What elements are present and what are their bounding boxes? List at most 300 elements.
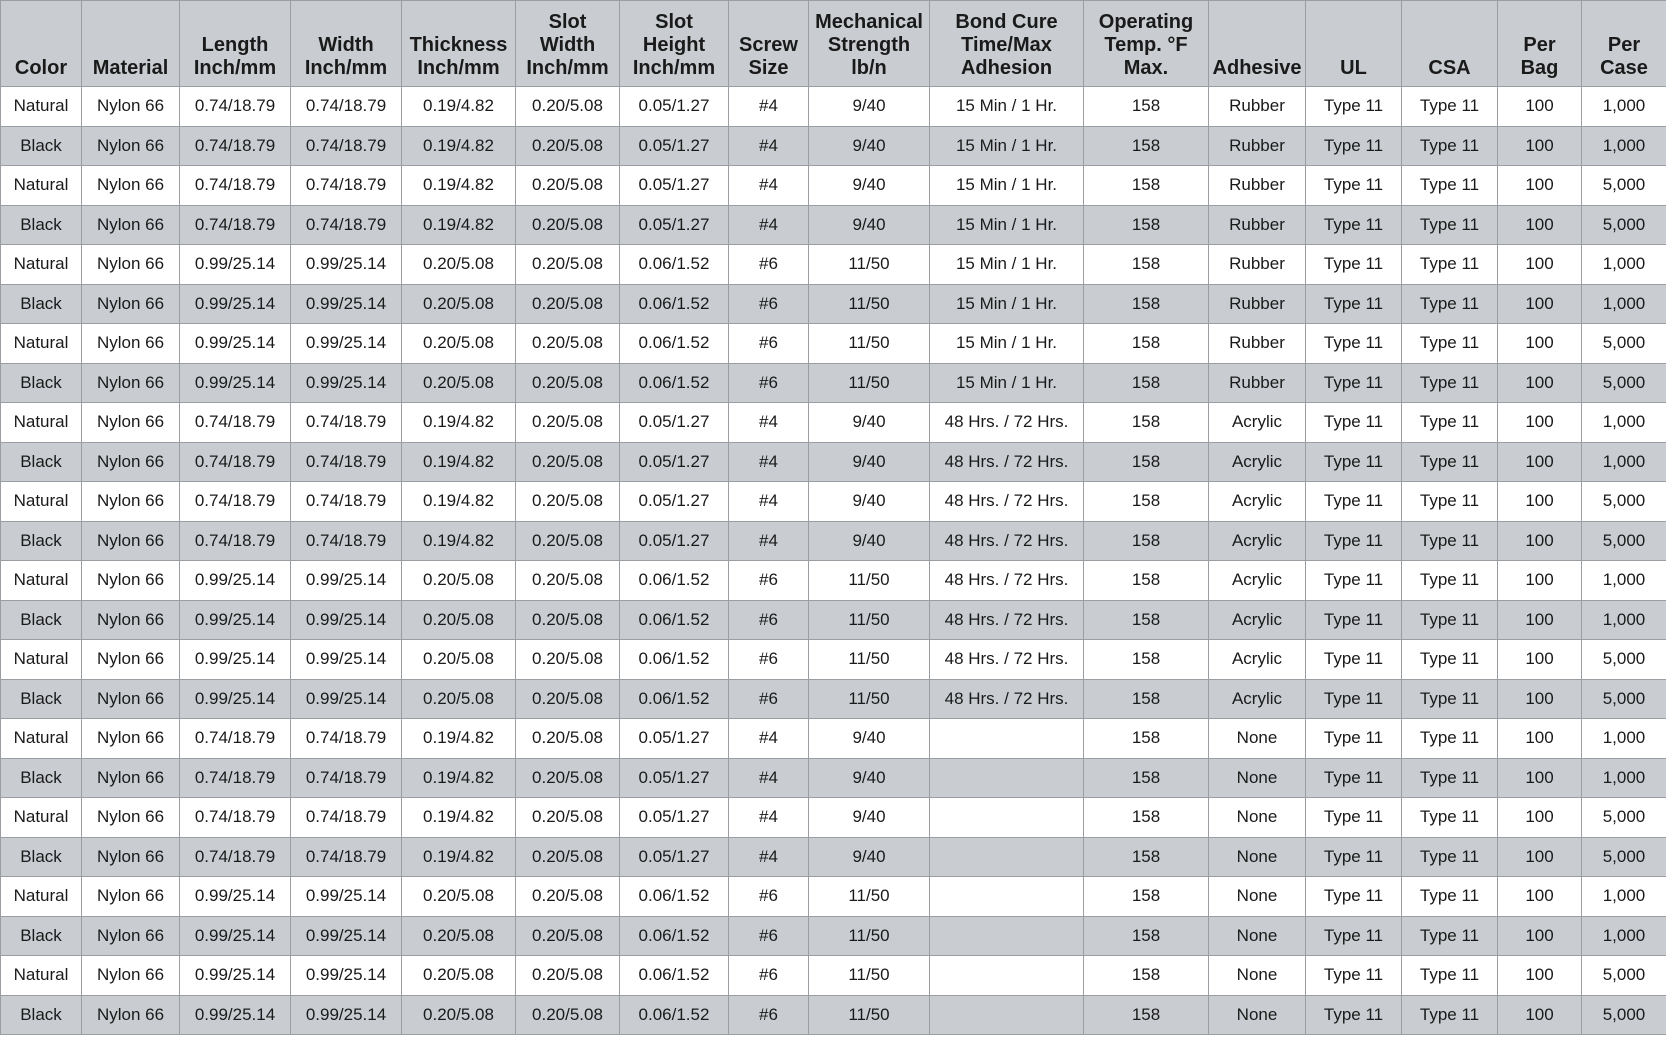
column-header-line: Temp. °F — [1104, 34, 1188, 56]
table-cell: Nylon 66 — [82, 363, 180, 403]
table-cell: #6 — [729, 916, 809, 956]
table-cell: 0.99/25.14 — [291, 640, 402, 680]
table-cell: 0.20/5.08 — [516, 126, 620, 166]
table-cell: 0.74/18.79 — [180, 758, 291, 798]
table-cell: #4 — [729, 758, 809, 798]
column-header — [1582, 1, 1666, 87]
table-cell: 11/50 — [809, 363, 930, 403]
table-cell: Type 11 — [1306, 363, 1402, 403]
table-cell: 0.06/1.52 — [620, 245, 729, 285]
column-header — [1306, 1, 1402, 87]
table-cell: Natural — [1, 482, 82, 522]
table-cell: 158 — [1084, 363, 1209, 403]
table-cell: Acrylic — [1209, 640, 1306, 680]
table-cell: 100 — [1498, 798, 1582, 838]
table-cell: Natural — [1, 403, 82, 443]
table-cell: Rubber — [1209, 324, 1306, 364]
table-cell: Acrylic — [1209, 600, 1306, 640]
table-cell: #4 — [729, 798, 809, 838]
table-cell: 100 — [1498, 284, 1582, 324]
table-row — [1, 166, 1666, 206]
table-cell: None — [1209, 798, 1306, 838]
table-cell: Type 11 — [1306, 245, 1402, 285]
table-cell: 11/50 — [809, 956, 930, 996]
table-cell: Nylon 66 — [82, 482, 180, 522]
table-cell: 0.99/25.14 — [291, 916, 402, 956]
table-cell: 158 — [1084, 837, 1209, 877]
table-cell: 15 Min / 1 Hr. — [930, 363, 1084, 403]
table-cell: 0.20/5.08 — [516, 166, 620, 206]
table-cell: Nylon 66 — [82, 837, 180, 877]
table-cell: 0.20/5.08 — [516, 205, 620, 245]
column-header-line: Per — [1523, 34, 1556, 56]
table-cell: 0.20/5.08 — [516, 284, 620, 324]
table-cell: 0.20/5.08 — [402, 363, 516, 403]
column-header-line: Width — [539, 34, 596, 56]
table-cell: 0.19/4.82 — [402, 758, 516, 798]
table-cell: 0.20/5.08 — [516, 956, 620, 996]
table-cell: Black — [1, 758, 82, 798]
table-cell: 0.20/5.08 — [402, 245, 516, 285]
table-cell: 15 Min / 1 Hr. — [930, 166, 1084, 206]
table-cell: Natural — [1, 324, 82, 364]
table-cell: 0.20/5.08 — [516, 482, 620, 522]
table-cell: 0.20/5.08 — [516, 995, 620, 1035]
table-cell: 158 — [1084, 719, 1209, 759]
table-cell: Nylon 66 — [82, 166, 180, 206]
table-cell: Nylon 66 — [82, 679, 180, 719]
header-row — [1, 1, 1666, 87]
table-cell: 5,000 — [1582, 837, 1666, 877]
table-cell: 5,000 — [1582, 679, 1666, 719]
table-cell — [930, 877, 1084, 917]
table-cell: 1,000 — [1582, 442, 1666, 482]
table-cell: 0.20/5.08 — [516, 679, 620, 719]
table-cell: 0.20/5.08 — [516, 324, 620, 364]
table-cell: 158 — [1084, 245, 1209, 285]
table-cell: 0.06/1.52 — [620, 363, 729, 403]
table-cell: None — [1209, 719, 1306, 759]
table-row — [1, 561, 1666, 601]
table-cell: 0.99/25.14 — [180, 995, 291, 1035]
table-cell: Nylon 66 — [82, 877, 180, 917]
table-cell: 0.99/25.14 — [180, 956, 291, 996]
table-cell: 0.74/18.79 — [291, 87, 402, 127]
table-cell: #4 — [729, 166, 809, 206]
table-cell: 0.20/5.08 — [402, 324, 516, 364]
table-cell: 0.74/18.79 — [180, 442, 291, 482]
table-cell: Type 11 — [1306, 956, 1402, 996]
table-cell: #6 — [729, 324, 809, 364]
column-header-line: Length — [201, 34, 269, 56]
table-cell: 158 — [1084, 284, 1209, 324]
table-cell: #6 — [729, 640, 809, 680]
table-cell: Type 11 — [1306, 719, 1402, 759]
table-cell: Type 11 — [1402, 600, 1498, 640]
column-header — [1402, 1, 1498, 87]
table-cell: 11/50 — [809, 877, 930, 917]
table-cell: 0.20/5.08 — [516, 798, 620, 838]
table-cell: 100 — [1498, 916, 1582, 956]
table-cell: 5,000 — [1582, 205, 1666, 245]
table-cell: #4 — [729, 442, 809, 482]
column-header-line: Adhesive — [1212, 57, 1302, 79]
table-cell: 158 — [1084, 995, 1209, 1035]
table-cell: 1,000 — [1582, 284, 1666, 324]
table-cell: Natural — [1, 87, 82, 127]
table-cell: 100 — [1498, 166, 1582, 206]
table-cell: Nylon 66 — [82, 956, 180, 996]
table-cell: Type 11 — [1306, 521, 1402, 561]
table-cell: 9/40 — [809, 798, 930, 838]
column-header — [1209, 1, 1306, 87]
table-cell: 0.74/18.79 — [180, 403, 291, 443]
table-cell: 0.99/25.14 — [180, 245, 291, 285]
table-cell: Type 11 — [1402, 245, 1498, 285]
table-cell: 158 — [1084, 758, 1209, 798]
table-cell: 0.05/1.27 — [620, 758, 729, 798]
table-cell: Type 11 — [1402, 837, 1498, 877]
table-cell: 158 — [1084, 640, 1209, 680]
table-cell: 15 Min / 1 Hr. — [930, 87, 1084, 127]
table-cell: #4 — [729, 87, 809, 127]
table-cell: 9/40 — [809, 482, 930, 522]
table-cell: None — [1209, 877, 1306, 917]
table-cell: Black — [1, 837, 82, 877]
table-cell: 100 — [1498, 561, 1582, 601]
table-cell: Nylon 66 — [82, 798, 180, 838]
table-cell: 9/40 — [809, 126, 930, 166]
table-cell: 0.20/5.08 — [516, 600, 620, 640]
column-header — [729, 1, 809, 87]
table-cell: Nylon 66 — [82, 521, 180, 561]
table-cell: 0.74/18.79 — [291, 442, 402, 482]
table-cell: 0.05/1.27 — [620, 403, 729, 443]
table-cell: #6 — [729, 956, 809, 996]
table-row — [1, 798, 1666, 838]
table-cell: Rubber — [1209, 205, 1306, 245]
table-cell: Type 11 — [1306, 442, 1402, 482]
table-cell: Type 11 — [1402, 87, 1498, 127]
table-cell: 1,000 — [1582, 87, 1666, 127]
table-cell: Nylon 66 — [82, 245, 180, 285]
table-cell: Type 11 — [1402, 363, 1498, 403]
table-row — [1, 679, 1666, 719]
table-cell: Nylon 66 — [82, 442, 180, 482]
table-cell: Type 11 — [1402, 640, 1498, 680]
table-cell: 100 — [1498, 758, 1582, 798]
table-row — [1, 521, 1666, 561]
table-cell: 0.19/4.82 — [402, 521, 516, 561]
table-cell: 0.05/1.27 — [620, 837, 729, 877]
table-cell: Rubber — [1209, 284, 1306, 324]
table-cell: Natural — [1, 719, 82, 759]
column-header-line: Material — [92, 57, 169, 79]
table-cell: #4 — [729, 719, 809, 759]
table-cell: 0.74/18.79 — [291, 719, 402, 759]
table-cell: Type 11 — [1306, 600, 1402, 640]
table-cell: 100 — [1498, 877, 1582, 917]
table-cell: 0.99/25.14 — [180, 363, 291, 403]
table-cell: #4 — [729, 205, 809, 245]
table-cell: 1,000 — [1582, 719, 1666, 759]
table-cell: 0.20/5.08 — [516, 877, 620, 917]
table-cell: 0.06/1.52 — [620, 877, 729, 917]
table-cell: 100 — [1498, 600, 1582, 640]
table-cell: 158 — [1084, 561, 1209, 601]
column-header-line: Size — [748, 57, 789, 79]
table-cell: 0.20/5.08 — [402, 561, 516, 601]
table-cell: 0.20/5.08 — [402, 284, 516, 324]
table-cell: Type 11 — [1402, 284, 1498, 324]
table-cell: 158 — [1084, 877, 1209, 917]
column-header-line: Thickness — [409, 34, 508, 56]
table-cell: Nylon 66 — [82, 640, 180, 680]
table-cell: Acrylic — [1209, 679, 1306, 719]
table-cell: 0.74/18.79 — [180, 798, 291, 838]
table-cell: Nylon 66 — [82, 600, 180, 640]
table-cell: 0.74/18.79 — [180, 837, 291, 877]
table-cell: 1,000 — [1582, 126, 1666, 166]
table-cell: 0.20/5.08 — [516, 87, 620, 127]
table-cell: 48 Hrs. / 72 Hrs. — [930, 640, 1084, 680]
column-header — [291, 1, 402, 87]
table-cell: 0.05/1.27 — [620, 442, 729, 482]
table-cell: 0.99/25.14 — [291, 995, 402, 1035]
table-cell: 158 — [1084, 442, 1209, 482]
table-cell: #4 — [729, 521, 809, 561]
table-row — [1, 995, 1666, 1035]
table-cell: 0.99/25.14 — [291, 956, 402, 996]
table-cell: Black — [1, 442, 82, 482]
column-header-line: Height — [642, 34, 706, 56]
table-cell: Black — [1, 521, 82, 561]
table-cell: Type 11 — [1402, 482, 1498, 522]
table-cell: 0.19/4.82 — [402, 87, 516, 127]
table-cell: 0.74/18.79 — [180, 521, 291, 561]
table-cell: Type 11 — [1306, 166, 1402, 206]
table-cell: 0.06/1.52 — [620, 956, 729, 996]
table-cell: Nylon 66 — [82, 561, 180, 601]
table-cell: Natural — [1, 640, 82, 680]
table-cell: Type 11 — [1306, 561, 1402, 601]
table-cell: 9/40 — [809, 166, 930, 206]
table-cell: 0.20/5.08 — [402, 956, 516, 996]
column-header-line: Per — [1607, 34, 1641, 56]
table-cell: 0.74/18.79 — [180, 166, 291, 206]
table-row — [1, 837, 1666, 877]
table-cell: 0.74/18.79 — [291, 837, 402, 877]
table-cell: Type 11 — [1402, 521, 1498, 561]
table-cell: Type 11 — [1306, 482, 1402, 522]
table-cell: 0.99/25.14 — [291, 600, 402, 640]
column-header — [180, 1, 291, 87]
table-cell: Type 11 — [1402, 916, 1498, 956]
table-cell: 100 — [1498, 956, 1582, 996]
table-cell: 0.19/4.82 — [402, 205, 516, 245]
table-cell: 0.20/5.08 — [516, 245, 620, 285]
column-header-line: Mechanical — [815, 11, 923, 33]
table-cell: Natural — [1, 877, 82, 917]
table-cell: 9/40 — [809, 403, 930, 443]
table-cell: 100 — [1498, 679, 1582, 719]
table-cell: Type 11 — [1306, 640, 1402, 680]
table-cell: 0.19/4.82 — [402, 126, 516, 166]
table-cell: Nylon 66 — [82, 403, 180, 443]
table-cell: 5,000 — [1582, 798, 1666, 838]
table-cell: 5,000 — [1582, 324, 1666, 364]
table-cell: Acrylic — [1209, 442, 1306, 482]
table-cell: 0.74/18.79 — [180, 205, 291, 245]
table-cell: 0.74/18.79 — [291, 205, 402, 245]
column-header — [1498, 1, 1582, 87]
table-cell: 11/50 — [809, 284, 930, 324]
table-cell: 9/40 — [809, 521, 930, 561]
table-cell: Type 11 — [1306, 284, 1402, 324]
table-cell: 100 — [1498, 995, 1582, 1035]
column-header-line: UL — [1340, 57, 1367, 79]
table-cell: None — [1209, 916, 1306, 956]
table-cell: 0.20/5.08 — [402, 995, 516, 1035]
table-cell: 0.20/5.08 — [402, 679, 516, 719]
table-cell: Type 11 — [1306, 324, 1402, 364]
table-cell: #4 — [729, 837, 809, 877]
column-header-line: CSA — [1428, 57, 1471, 79]
table-cell: #6 — [729, 363, 809, 403]
table-cell: 0.05/1.27 — [620, 166, 729, 206]
table-cell: 15 Min / 1 Hr. — [930, 245, 1084, 285]
table-cell: 100 — [1498, 482, 1582, 522]
table-cell: Type 11 — [1402, 403, 1498, 443]
table-cell: 11/50 — [809, 679, 930, 719]
table-cell: #4 — [729, 482, 809, 522]
table-row — [1, 403, 1666, 443]
table-cell: Rubber — [1209, 363, 1306, 403]
table-cell: 48 Hrs. / 72 Hrs. — [930, 521, 1084, 561]
column-header-line: Max. — [1123, 57, 1169, 79]
table-row — [1, 640, 1666, 680]
table-cell: 100 — [1498, 442, 1582, 482]
column-header-line: Inch/mm — [417, 57, 500, 79]
table-cell: Type 11 — [1402, 205, 1498, 245]
table-cell: #6 — [729, 600, 809, 640]
table-cell: 100 — [1498, 324, 1582, 364]
table-cell: #6 — [729, 245, 809, 285]
table-cell: Type 11 — [1402, 758, 1498, 798]
table-cell: 11/50 — [809, 600, 930, 640]
table-cell: 158 — [1084, 600, 1209, 640]
table-cell: Type 11 — [1306, 995, 1402, 1035]
table-cell: 0.19/4.82 — [402, 837, 516, 877]
column-header-line: Slot — [548, 11, 587, 33]
table-cell: Nylon 66 — [82, 916, 180, 956]
table-cell: 0.99/25.14 — [180, 877, 291, 917]
table-cell: Acrylic — [1209, 521, 1306, 561]
table-cell: 1,000 — [1582, 245, 1666, 285]
table-row — [1, 442, 1666, 482]
table-cell: 100 — [1498, 363, 1582, 403]
table-cell: Black — [1, 284, 82, 324]
table-cell: 0.05/1.27 — [620, 719, 729, 759]
table-cell: 0.74/18.79 — [180, 719, 291, 759]
table-cell: 1,000 — [1582, 758, 1666, 798]
table-cell: 0.05/1.27 — [620, 798, 729, 838]
table-cell: Type 11 — [1402, 166, 1498, 206]
column-header-line: lb/n — [851, 57, 887, 79]
column-header-line: Screw — [739, 34, 798, 56]
table-cell: 0.99/25.14 — [291, 561, 402, 601]
table-cell: Type 11 — [1306, 758, 1402, 798]
table-cell: 0.05/1.27 — [620, 126, 729, 166]
table-cell: 0.06/1.52 — [620, 640, 729, 680]
table-cell: 158 — [1084, 205, 1209, 245]
table-cell: Type 11 — [1306, 205, 1402, 245]
table-cell: 11/50 — [809, 640, 930, 680]
table-cell: Rubber — [1209, 166, 1306, 206]
table-cell: Rubber — [1209, 126, 1306, 166]
table-row — [1, 245, 1666, 285]
table-cell: Black — [1, 679, 82, 719]
table-cell: 5,000 — [1582, 363, 1666, 403]
table-cell: 5,000 — [1582, 521, 1666, 561]
table-cell: 11/50 — [809, 995, 930, 1035]
table-cell: 0.99/25.14 — [180, 561, 291, 601]
column-header — [809, 1, 930, 87]
table-cell: 100 — [1498, 719, 1582, 759]
column-header-line: Inch/mm — [304, 57, 388, 79]
table-cell: #6 — [729, 679, 809, 719]
table-cell: 0.20/5.08 — [516, 758, 620, 798]
table-cell: Type 11 — [1306, 877, 1402, 917]
table-cell: 158 — [1084, 403, 1209, 443]
table-cell — [930, 995, 1084, 1035]
table-cell: 9/40 — [809, 719, 930, 759]
table-row — [1, 482, 1666, 522]
column-header-line: Time/Max — [961, 34, 1052, 56]
table-cell: Nylon 66 — [82, 284, 180, 324]
table-body — [1, 87, 1666, 1035]
table-cell: 5,000 — [1582, 640, 1666, 680]
table-cell: 0.74/18.79 — [180, 482, 291, 522]
table-cell: 0.06/1.52 — [620, 324, 729, 364]
table-cell: 158 — [1084, 87, 1209, 127]
table-cell: 0.74/18.79 — [291, 126, 402, 166]
table-cell: 0.05/1.27 — [620, 205, 729, 245]
table-cell: 0.20/5.08 — [402, 640, 516, 680]
table-cell: Nylon 66 — [82, 87, 180, 127]
table-cell: Type 11 — [1402, 561, 1498, 601]
table-cell: 0.05/1.27 — [620, 482, 729, 522]
table-cell: 100 — [1498, 640, 1582, 680]
table-cell: 0.99/25.14 — [180, 284, 291, 324]
table-cell: 100 — [1498, 205, 1582, 245]
table-cell: 11/50 — [809, 324, 930, 364]
table-cell: None — [1209, 956, 1306, 996]
table-cell: Black — [1, 126, 82, 166]
column-header — [930, 1, 1084, 87]
table-cell: 1,000 — [1582, 561, 1666, 601]
table-cell: Nylon 66 — [82, 126, 180, 166]
table-cell: Acrylic — [1209, 482, 1306, 522]
table-cell: 0.20/5.08 — [516, 561, 620, 601]
table-cell: 100 — [1498, 837, 1582, 877]
table-cell: 1,000 — [1582, 600, 1666, 640]
column-header-line: Bag — [1520, 57, 1559, 79]
table-cell: 158 — [1084, 916, 1209, 956]
table-cell — [930, 758, 1084, 798]
table-cell: 5,000 — [1582, 482, 1666, 522]
table-cell: 15 Min / 1 Hr. — [930, 284, 1084, 324]
